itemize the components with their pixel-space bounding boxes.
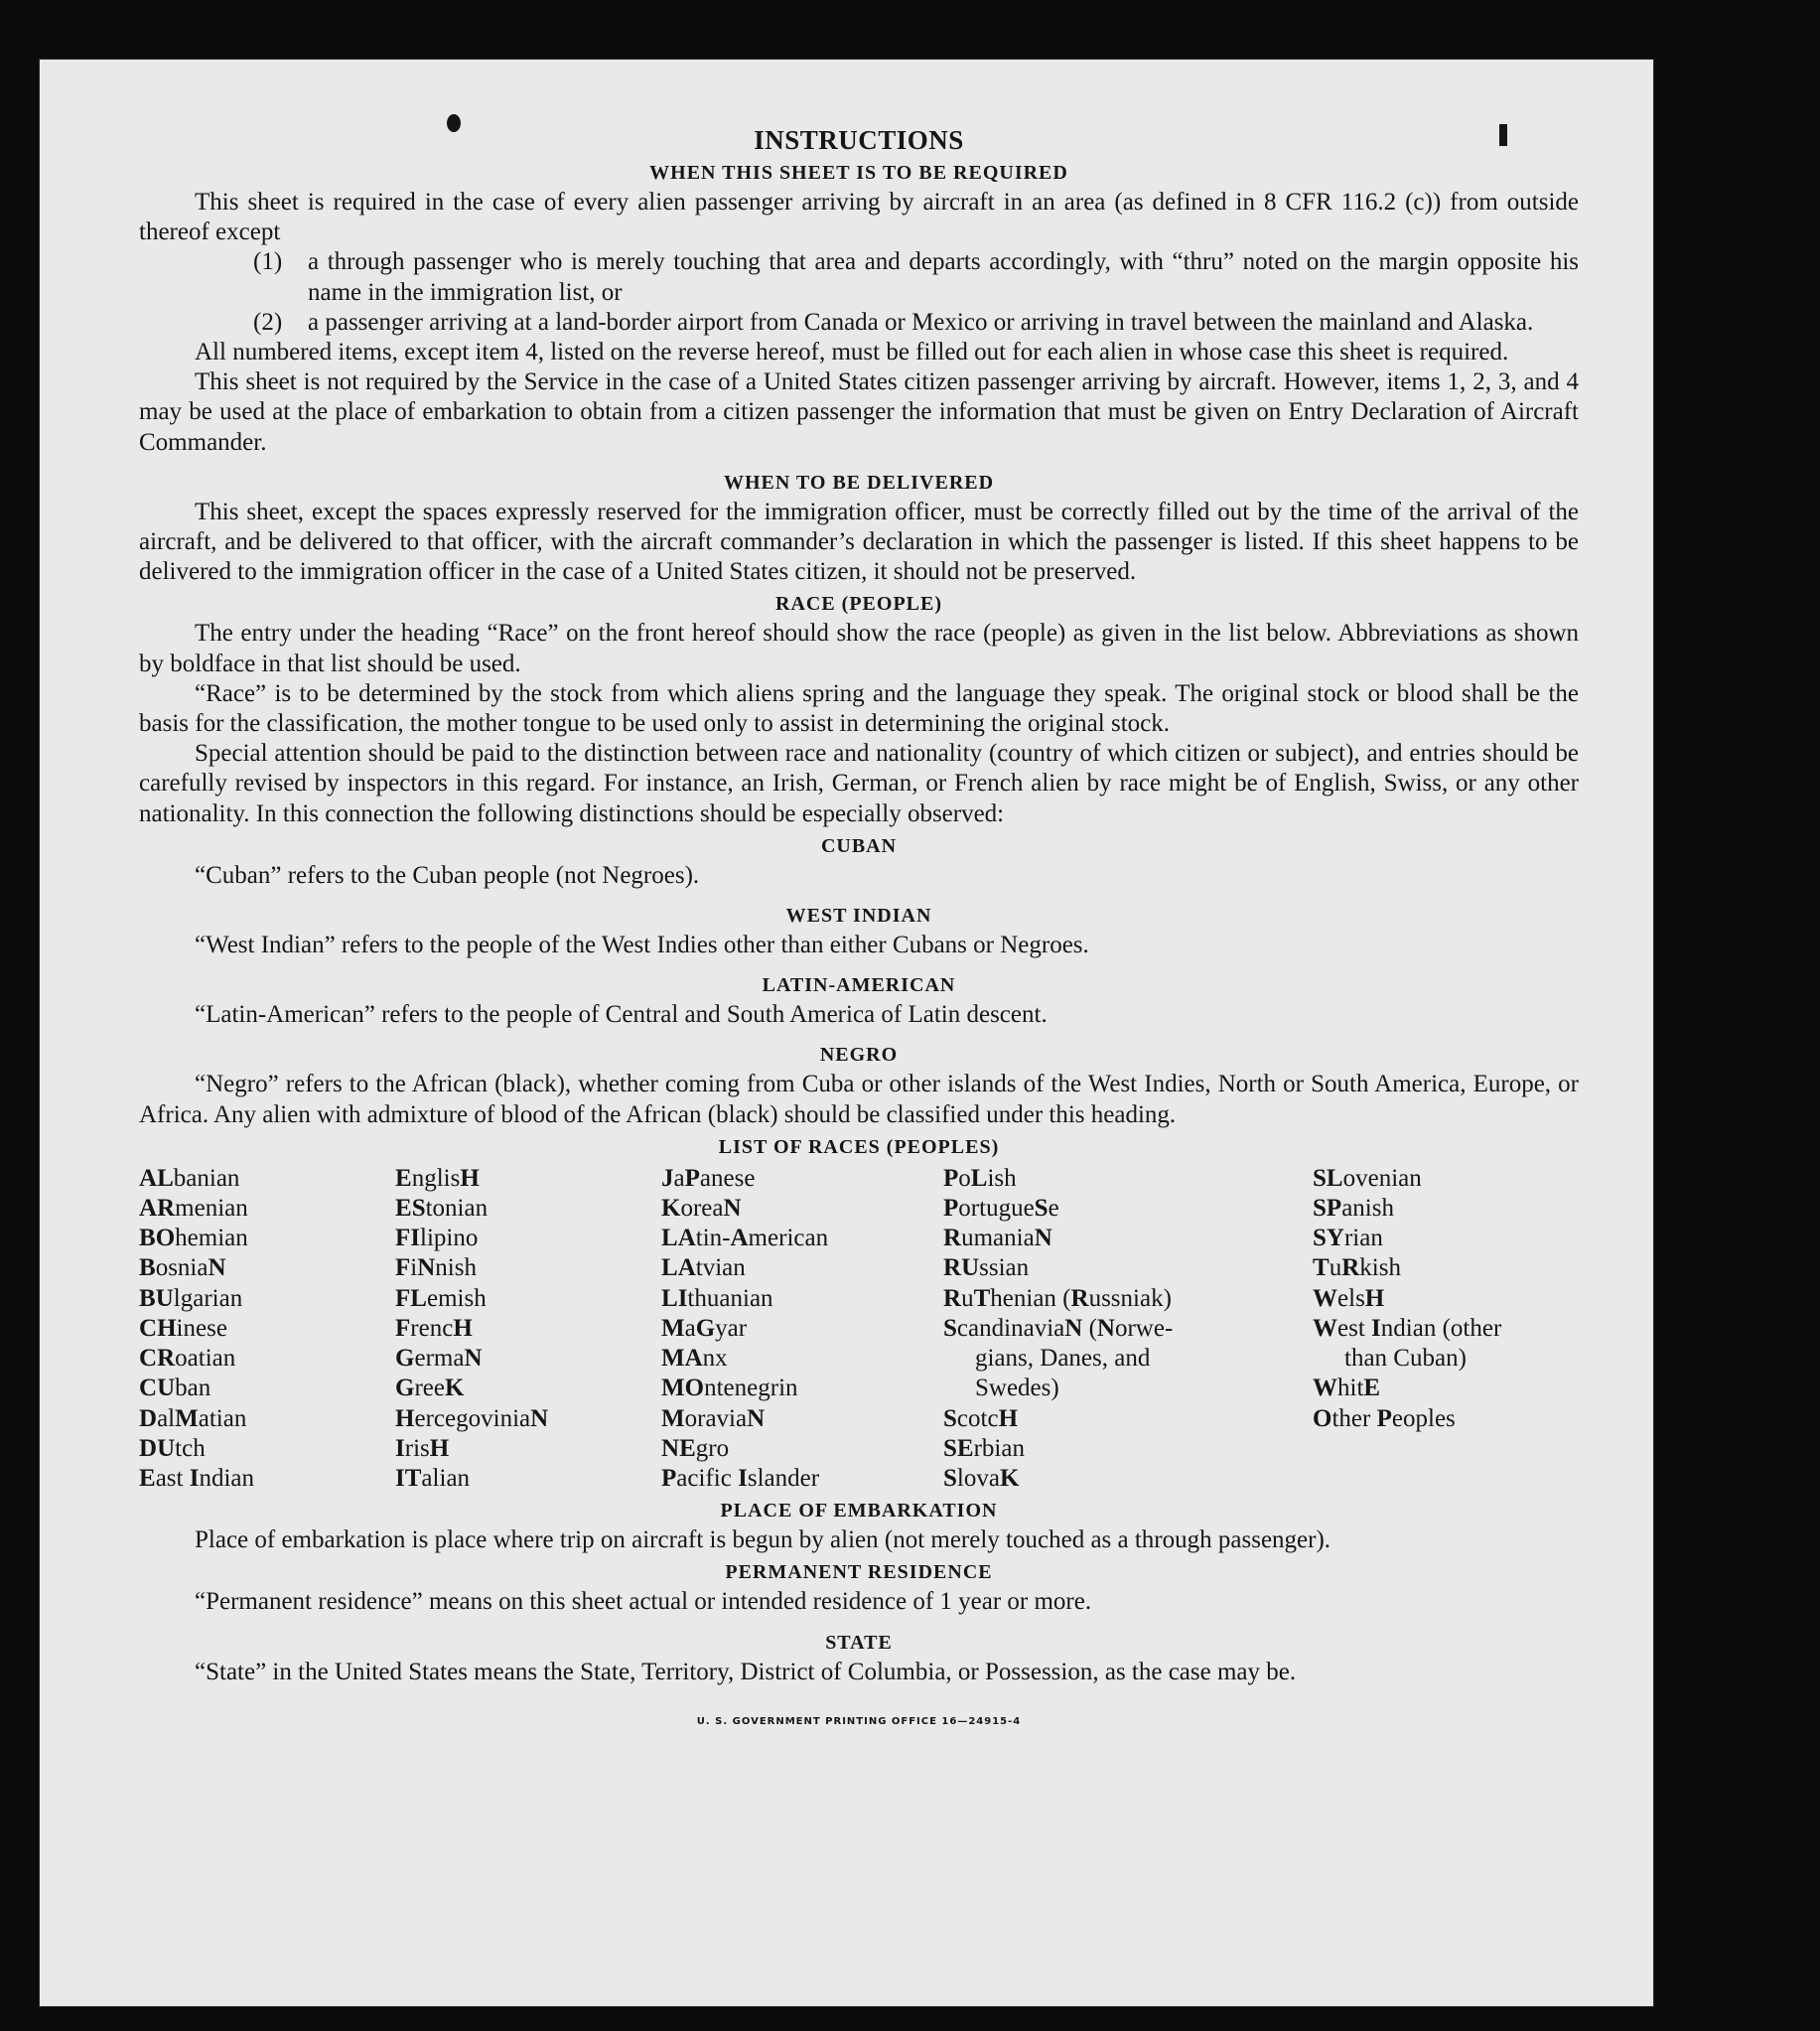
document-sheet bbox=[40, 60, 1653, 2006]
race-paragraph-1: The entry under the heading “Race” on the front hereof should show the race (people) as given in the list below. Abbreviations as shown by boldface in that list should be used. bbox=[139, 620, 1579, 677]
race-entry: ARmenian bbox=[139, 1195, 248, 1223]
race-paragraph-2: “Race” is to be determined by the stock from which aliens spring and the language they speak. The original stock or blood shall be the basis for the classification, the mother tongue to be used only to assist in determining the original stock. bbox=[139, 679, 1579, 738]
exception-text: a through passenger who is merely touching that area and departs accordingly, with “thru” noted on the margin opposite his name in the immigration list, or bbox=[308, 248, 1579, 306]
race-entry: DalMatian bbox=[139, 1404, 247, 1432]
race-entry: EStonian bbox=[395, 1195, 489, 1223]
race-entry: IrisH bbox=[395, 1434, 450, 1462]
races-column bbox=[661, 1164, 943, 1494]
race-entry: PortugueSe bbox=[943, 1195, 1059, 1223]
heading-embarkation: PLACE OF EMBARKATION bbox=[720, 1500, 998, 1523]
race-entry: SLovenian bbox=[1313, 1164, 1422, 1192]
race-entry: BUlgarian bbox=[139, 1284, 243, 1312]
race-entry: CHinese bbox=[139, 1314, 227, 1342]
race-entry: MoraviaN bbox=[661, 1404, 766, 1432]
race-entry: ALbanian bbox=[139, 1164, 240, 1192]
citizen-paragraph: This sheet is not required by the Service in the case of a United States citizen passenger arriving by aircraft. However, items 1, 2, 3, and 4 may be used at the place of embarkation to obtain from a citizen passenger the information that must be given on Entry Declaration of Aircraft Commander. bbox=[139, 368, 1579, 456]
heading-when-delivered: WHEN TO BE DELIVERED bbox=[723, 471, 995, 494]
race-entry: NEgro bbox=[661, 1434, 730, 1462]
race-entry: BosniaN bbox=[139, 1254, 226, 1282]
race-entry: MaGyar bbox=[661, 1314, 748, 1342]
race-entry: West Indian (other bbox=[1313, 1314, 1502, 1342]
race-entry: GreeK bbox=[395, 1375, 465, 1402]
exception-item bbox=[253, 308, 1579, 338]
race-entry: HercegoviniaN bbox=[395, 1404, 549, 1432]
exception-number: (2) bbox=[253, 308, 283, 336]
race-entry: EnglisH bbox=[395, 1164, 480, 1192]
race-entry: GermaN bbox=[395, 1345, 483, 1373]
race-entry: CRoatian bbox=[139, 1345, 236, 1373]
race-entry: BOhemian bbox=[139, 1225, 248, 1252]
heading-negro: NEGRO bbox=[819, 1044, 899, 1067]
race-entry: RuThenian (Russniak) bbox=[943, 1284, 1172, 1312]
race-entry: RUssian bbox=[943, 1254, 1030, 1282]
race-entry: LAtvian bbox=[661, 1254, 746, 1282]
exception-text: a passenger arriving at a land-border airport from Canada or Mexico or arriving in travel between the mainland and Alaska. bbox=[308, 308, 1534, 336]
negro-text: “Negro” refers to the African (black), whether coming from Cuba or other islands of the West Indies, North or South America, Europe, or Africa. Any alien with admixture of blood of the African (black) should be classified under this heading. bbox=[139, 1071, 1579, 1128]
numbered-items-paragraph: All numbered items, except item 4, listed on the reverse hereof, must be filled out for each alien in whose case this sheet is required. bbox=[195, 339, 1509, 366]
races-list bbox=[139, 1164, 1579, 1494]
race-entry: East Indian bbox=[139, 1464, 255, 1492]
when-required-intro: This sheet is required in the case of every alien passenger arriving by aircraft in an area (as defined in 8 CFR 116.2 (c)) from outside thereof except bbox=[139, 189, 1579, 246]
when-delivered-text: This sheet, except the spaces expressly reserved for the immigration officer, must be correctly filled out by the time of the arrival of the aircraft, and be delivered to that officer, with the aircraft commander’s declaration in which the passenger is listed. If this sheet happens to be delivered to the immigration officer in the case of a United States citizen, it should not be preserved. bbox=[139, 498, 1579, 586]
cuban-text: “Cuban” refers to the Cuban people (not Negroes). bbox=[195, 861, 700, 889]
race-entry: FLemish bbox=[395, 1284, 487, 1312]
race-entry: SlovaK bbox=[943, 1464, 1020, 1492]
heading-residence: PERMANENT RESIDENCE bbox=[725, 1561, 993, 1584]
printing-office-imprint: U. S. GOVERNMENT PRINTING OFFICE 16—24915-4 bbox=[696, 1715, 1022, 1727]
exception-item bbox=[253, 247, 1579, 307]
race-entry: LIthuanian bbox=[661, 1284, 773, 1312]
race-entry: SErbian bbox=[943, 1434, 1025, 1462]
race-entry: Pacific Islander bbox=[661, 1464, 820, 1492]
race-entry: ITalian bbox=[395, 1464, 471, 1492]
race-paragraph-3: Special attention should be paid to the distinction between race and nationality (country of which citizen or subject), and entries should be carefully revised by inspectors in this regard. For instance, an Irish, German, or French alien by race might be of English, Swiss, or any other nationality. In this connection the following distinctions should be especially observed: bbox=[139, 740, 1579, 827]
instructions-content bbox=[139, 124, 1579, 1737]
race-entry: FIlipino bbox=[395, 1225, 479, 1252]
race-entry: LAtin-American bbox=[661, 1225, 829, 1252]
race-entry: PoLish bbox=[943, 1164, 1017, 1192]
race-entry: MOntenegrin bbox=[661, 1375, 798, 1402]
residence-text: “Permanent residence” means on this sheet actual or intended residence of 1 year or more. bbox=[195, 1588, 1092, 1616]
exception-number: (1) bbox=[253, 248, 283, 276]
west-indian-text: “West Indian” refers to the people of the West Indies other than either Cubans or Negroes. bbox=[195, 932, 1089, 959]
heading-latin-american: LATIN-AMERICAN bbox=[762, 974, 956, 997]
race-entry: TuRkish bbox=[1313, 1254, 1401, 1282]
race-entry: WhitE bbox=[1313, 1375, 1381, 1402]
race-entry: ScandinaviaN (Norwe- bbox=[943, 1314, 1174, 1342]
race-entry: SPanish bbox=[1313, 1195, 1394, 1223]
heading-state: STATE bbox=[825, 1631, 893, 1654]
heading-race: RACE (PEOPLE) bbox=[775, 593, 942, 616]
latin-american-text: “Latin-American” refers to the people of Central and South America of Latin descent. bbox=[195, 1001, 1048, 1029]
races-column bbox=[1313, 1164, 1579, 1494]
race-entry: FrencH bbox=[395, 1314, 473, 1342]
page-title: INSTRUCTIONS bbox=[754, 125, 964, 155]
race-entry: RumaniaN bbox=[943, 1225, 1052, 1252]
race-entry: Other Peoples bbox=[1313, 1404, 1456, 1432]
embarkation-text: Place of embarkation is place where trip on aircraft is begun by alien (not merely touched as a through passenger). bbox=[195, 1526, 1331, 1554]
races-column bbox=[395, 1164, 661, 1494]
race-entry: SYrian bbox=[1313, 1225, 1383, 1252]
heading-cuban: CUBAN bbox=[820, 834, 898, 857]
race-entry: FiNnish bbox=[395, 1254, 477, 1282]
race-entry: DUtch bbox=[139, 1434, 206, 1462]
race-entry-continuation: Swedes) bbox=[975, 1375, 1059, 1402]
race-entry: MAnx bbox=[661, 1345, 728, 1373]
heading-west-indian: WEST INDIAN bbox=[785, 905, 932, 928]
race-entry: ScotcH bbox=[943, 1404, 1019, 1432]
heading-list-of-races: LIST OF RACES (PEOPLES) bbox=[718, 1135, 1000, 1158]
race-entry-continuation: gians, Danes, and bbox=[975, 1345, 1151, 1373]
races-column bbox=[139, 1164, 395, 1494]
state-text: “State” in the United States means the State, Territory, District of Columbia, or Possession, as the case may be. bbox=[195, 1658, 1297, 1685]
race-entry: KoreaN bbox=[661, 1195, 742, 1223]
race-entry: CUban bbox=[139, 1375, 211, 1402]
race-entry: JaPanese bbox=[661, 1164, 756, 1192]
heading-when-required: WHEN THIS SHEET IS TO BE REQUIRED bbox=[649, 162, 1068, 184]
race-entry-continuation: than Cuban) bbox=[1344, 1345, 1467, 1373]
races-column bbox=[943, 1164, 1313, 1494]
race-entry: WelsH bbox=[1313, 1284, 1385, 1312]
